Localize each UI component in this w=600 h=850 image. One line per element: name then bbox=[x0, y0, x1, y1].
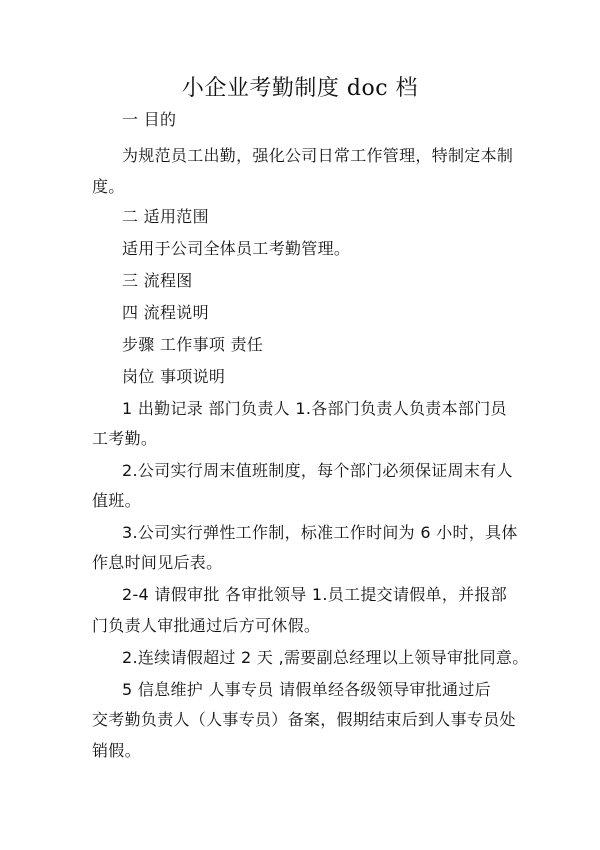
paragraph-line: 工考勤。 bbox=[92, 429, 158, 448]
paragraph-line: 1 出勤记录 部门负责人 1.各部门负责人负责本部门员 bbox=[122, 399, 507, 418]
table-header-line: 岗位 事项说明 bbox=[122, 367, 226, 386]
paragraph-line: 5 信息维护 人事专员 请假单经各级领导审批通过后 bbox=[122, 680, 491, 699]
paragraph-line: 销假。 bbox=[92, 741, 141, 760]
paragraph-line: 度。 bbox=[92, 177, 125, 196]
paragraph-line: 2.公司实行周末值班制度，每个部门必须保证周末有人 bbox=[122, 461, 513, 480]
paragraph-line: 交考勤负责人（人事专员）备案，假期结束后到人事专员处 bbox=[92, 710, 516, 729]
paragraph-line: 作息时间见后表。 bbox=[92, 553, 223, 572]
section-heading-scope: 二 适用范围 bbox=[122, 207, 209, 226]
section-heading-flowchart: 三 流程图 bbox=[122, 271, 193, 290]
table-header-line: 步骤 工作事项 责任 bbox=[122, 335, 264, 354]
paragraph-line: 2-4 请假审批 各审批领导 1.员工提交请假单，并报部 bbox=[122, 585, 508, 604]
section-heading-process: 四 流程说明 bbox=[122, 303, 209, 322]
paragraph-line: 适用于公司全体员工考勤管理。 bbox=[122, 239, 351, 258]
paragraph-line: 2.连续请假超过 2 天 ,需要副总经理以上领导审批同意。 bbox=[122, 648, 529, 667]
paragraph-line: 3.公司实行弹性工作制，标准工作时间为 6 小时，具体 bbox=[122, 523, 518, 542]
document-title: 小企业考勤制度 doc 档 bbox=[181, 76, 419, 101]
section-heading-purpose: 一 目的 bbox=[122, 110, 177, 129]
paragraph-line: 门负责人审批通过后方可休假。 bbox=[92, 616, 321, 635]
paragraph-line: 值班。 bbox=[92, 491, 141, 510]
paragraph-line: 为规范员工出勤，强化公司日常工作管理，特制定本制 bbox=[122, 146, 514, 165]
